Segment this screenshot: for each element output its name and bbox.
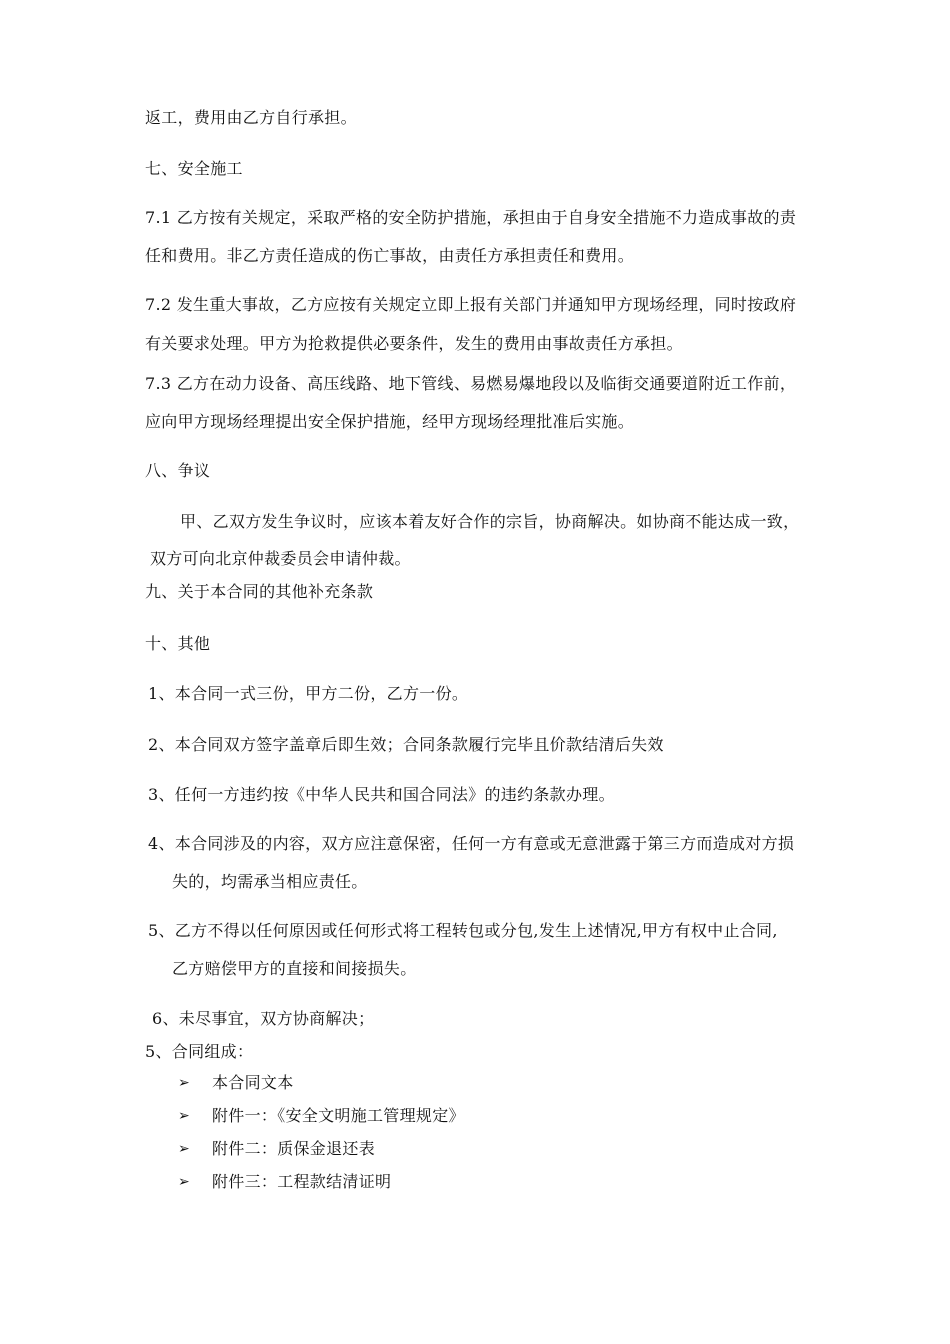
- section-heading: 九、关于本合同的其他补充条款: [145, 582, 374, 601]
- text-line: 返工，费用由乙方自行承担。: [145, 108, 357, 127]
- arrow-bullet-icon: ➢: [178, 1075, 190, 1091]
- list-item: 3、任何一方违约按《中华人民共和国合同法》的违约条款办理。: [148, 785, 615, 804]
- list-item: 6、未尽事宜，双方协商解决；: [152, 1009, 375, 1028]
- list-item-cont: 失的，均需承当相应责任。: [172, 872, 368, 891]
- section-heading: 七、安全施工: [145, 159, 243, 178]
- dispute-paragraph-cont: 双方可向北京仲裁委员会申请仲裁。: [150, 549, 411, 568]
- clause-7-2-cont: 有关要求处理。甲方为抢救提供必要条件，发生的费用由事故责任方承担。: [145, 334, 683, 353]
- contract-composition-heading: 5、合同组成：: [145, 1042, 254, 1061]
- bullet-item: 本合同文本: [212, 1073, 294, 1092]
- bullet-item: 附件二：质保金退还表: [212, 1139, 376, 1158]
- arrow-bullet-icon: ➢: [178, 1174, 190, 1190]
- bullet-item: 附件三：工程款结清证明: [212, 1172, 392, 1191]
- section-heading: 十、其他: [145, 634, 211, 653]
- list-item: 2、本合同双方签字盖章后即生效；合同条款履行完毕且价款结清后失效: [148, 735, 664, 754]
- section-heading: 八、争议: [145, 461, 211, 480]
- clause-7-3-cont: 应向甲方现场经理提出安全保护措施，经甲方现场经理批准后实施。: [145, 412, 635, 431]
- list-item: 5、乙方不得以任何原因或任何形式将工程转包或分包,发生上述情况,甲方有权中止合同,: [148, 921, 778, 940]
- list-item: 4、本合同涉及的内容，双方应注意保密，任何一方有意或无意泄露于第三方而造成对方损: [148, 834, 795, 853]
- clause-7-1-cont: 任和费用。非乙方责任造成的伤亡事故，由责任方承担责任和费用。: [145, 246, 635, 265]
- clause-7-1: 7.1 乙方按有关规定，采取严格的安全防护措施，承担由于自身安全措施不力造成事故的责: [145, 208, 797, 227]
- bullet-item: 附件一：《安全文明施工管理规定》: [212, 1106, 465, 1125]
- list-item: 1、本合同一式三份，甲方二份，乙方一份。: [148, 684, 469, 703]
- list-item-cont: 乙方赔偿甲方的直接和间接损失。: [172, 959, 417, 978]
- arrow-bullet-icon: ➢: [178, 1108, 190, 1124]
- clause-7-2: 7.2 发生重大事故，乙方应按有关规定立即上报有关部门并通知甲方现场经理，同时按政府: [145, 295, 797, 314]
- arrow-bullet-icon: ➢: [178, 1141, 190, 1157]
- dispute-paragraph: 甲、乙双方发生争议时，应该本着友好合作的宗旨，协商解决。如协商不能达成一致，: [180, 512, 800, 531]
- clause-7-3: 7.3 乙方在动力设备、高压线路、地下管线、易燃易爆地段以及临街交通要道附近工作前，: [145, 374, 797, 393]
